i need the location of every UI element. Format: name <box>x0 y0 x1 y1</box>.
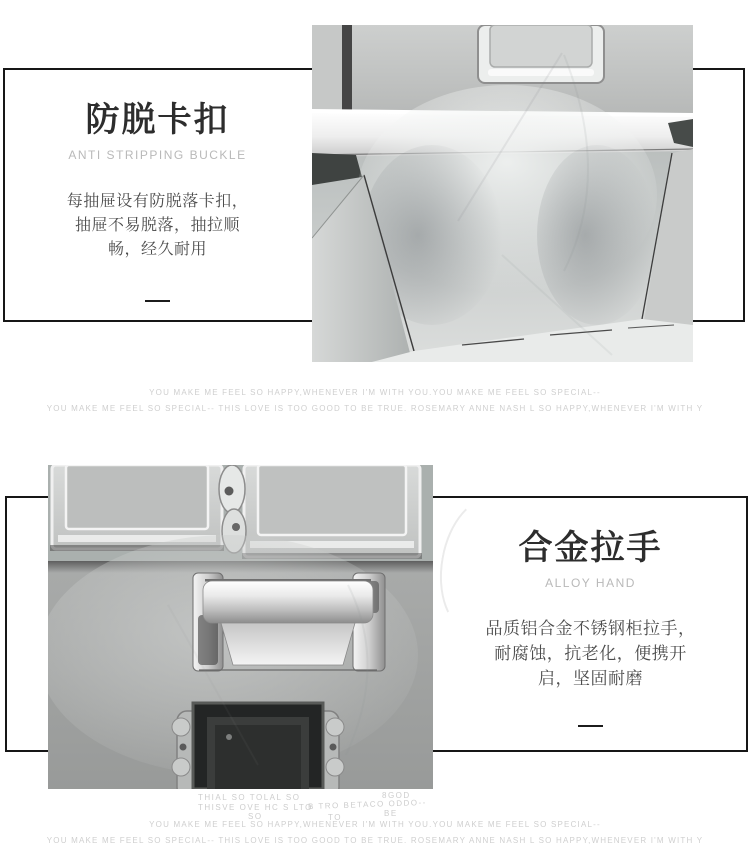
feature-subtitle-bottom: ALLOY HAND <box>545 576 636 590</box>
description-line: 启，坚固耐磨 <box>538 669 643 688</box>
handle-photo-drawing <box>48 465 433 789</box>
watermark-line: YOU MAKE ME FEEL SO SPECIAL-- THIS LOVE IS TOO GOOD TO BE TRUE. ROSEMARY ANNE NASH L SO HAPPY,WHENEVER I'M WITH Y <box>46 404 704 413</box>
watermark-line: YOU MAKE ME FEEL SO HAPPY,WHENEVER I'M WITH YOU.YOU MAKE ME FEEL SO SPECIAL-- <box>149 820 601 829</box>
feature-subtitle-top: ANTI STRIPPING BUCKLE <box>68 148 247 162</box>
feature-title-top: 防脱卡扣 <box>85 101 230 139</box>
feature-description-top <box>3 190 312 262</box>
divider-dash <box>578 725 603 727</box>
watermark-line: YOU MAKE ME FEEL SO SPECIAL-- THIS LOVE IS TOO GOOD TO BE TRUE. ROSEMARY ANNE NASH L SO HAPPY,WHENEVER I'M WITH Y <box>46 836 704 845</box>
description-line: 每抽屉设有防脱落卡扣， <box>66 193 249 210</box>
label-card-frame <box>172 703 344 789</box>
watermark-fragment: 8GOD <box>382 791 411 800</box>
open-drawer-interior-photo <box>312 25 693 362</box>
watermark-fragment: BE <box>384 809 398 818</box>
watermark-fragment: THIAL SO TOLAL SO <box>198 793 301 802</box>
divider-dash <box>145 300 170 302</box>
alloy-handle-photo <box>48 465 433 789</box>
description-line: 品质铝合金不锈钢柜拉手， <box>485 619 696 638</box>
description-line: 抽屉不易脱落，抽拉顺 <box>74 217 240 234</box>
watermark-fragment: B TRO BETACO ODDO-- <box>307 797 427 812</box>
description-line: 畅，经久耐用 <box>107 241 207 258</box>
feature-title-bottom: 合金拉手 <box>518 529 663 567</box>
feature-text-top <box>3 100 312 302</box>
cabinet-gap-shadow <box>342 25 352 117</box>
watermark-line: YOU MAKE ME FEEL SO HAPPY,WHENEVER I'M WITH YOU.YOU MAKE ME FEEL SO SPECIAL-- <box>149 388 601 397</box>
watermark-fragment: TO <box>328 813 342 822</box>
description-line: 耐腐蚀，抗老化，便携开 <box>494 644 687 663</box>
drawer-photo-drawing <box>312 25 693 362</box>
alloy-handle-bar <box>193 573 385 671</box>
recessed-handle <box>478 25 604 83</box>
watermark-fragment: SO <box>248 812 263 821</box>
watermark-fragment: THISVE OVE HC S LTO <box>198 803 313 812</box>
